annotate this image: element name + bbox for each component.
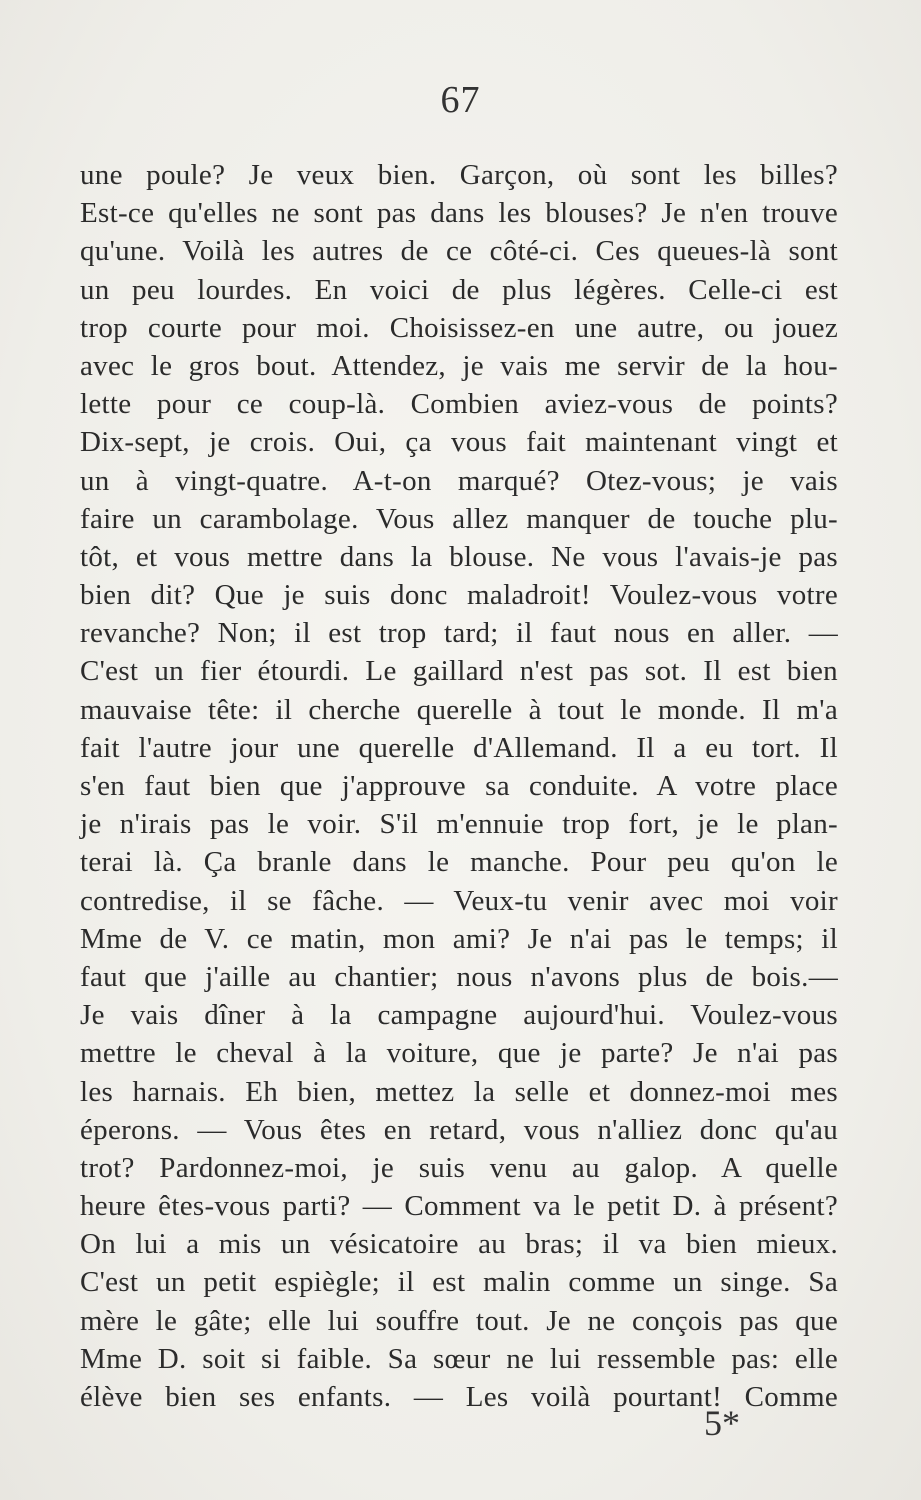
text-line: contredise, il se fâche. — Veux-tu venir avec moi voir (80, 884, 838, 917)
text-line: Mme de V. ce matin, mon ami? Je n'ai pas le temps; il (80, 922, 838, 955)
text-line: faut que j'aille au chantier; nous n'avons plus de bois.— (80, 960, 838, 993)
text-line: je n'irais pas le voir. S'il m'ennuie trop fort, je le plan- (80, 808, 838, 841)
text-line: mettre le cheval à la voiture, que je parte? Je n'ai pas (80, 1037, 838, 1070)
text-line: On lui a mis un vésicatoire au bras; il va bien mieux. (80, 1228, 838, 1261)
body-text (80, 156, 838, 1416)
text-line: Mme D. soit si faible. Sa sœur ne lui ressemble pas: elle (80, 1342, 838, 1375)
text-line: Dix-sept, je crois. Oui, ça vous fait maintenant vingt et (80, 426, 838, 459)
text-line: fait l'autre jour une querelle d'Allemand. Il a eu tort. Il (80, 731, 838, 764)
text-line: qu'une. Voilà les autres de ce côté-ci. Ces queues-là sont (80, 235, 838, 268)
text-line: trop courte pour moi. Choisissez-en une autre, ou jouez (80, 311, 838, 344)
text-line: revanche? Non; il est trop tard; il faut nous en aller. — (80, 617, 838, 650)
text-line: heure êtes-vous parti? — Comment va le petit D. à présent? (80, 1190, 838, 1223)
text-line: avec le gros bout. Attendez, je vais me servir de la hou- (80, 349, 838, 382)
text-line: mauvaise tête: il cherche querelle à tout le monde. Il m'a (80, 693, 838, 726)
text-line: éperons. — Vous êtes en retard, vous n'alliez donc qu'au (80, 1113, 838, 1146)
text-line: bien dit? Que je suis donc maladroit! Voulez-vous votre (80, 579, 838, 612)
signature-mark: 5* (704, 1403, 740, 1443)
text-line: lette pour ce coup-là. Combien aviez-vous de points? (80, 388, 838, 421)
text-line: tôt, et vous mettre dans la blouse. Ne vous l'avais-je pas (80, 540, 838, 573)
text-line: trot? Pardonnez-moi, je suis venu au galop. A quelle (80, 1151, 838, 1184)
text-line: faire un carambolage. Vous allez manquer de touche plu- (80, 502, 838, 535)
text-line: Je vais dîner à la campagne aujourd'hui. Voulez-vous (80, 999, 838, 1032)
text-line: terai là. Ça branle dans le manche. Pour peu qu'on le (80, 846, 838, 879)
text-line: élève bien ses enfants. — Les voilà pourtant! Comme (80, 1381, 838, 1413)
text-line: C'est un petit espiègle; il est malin comme un singe. Sa (80, 1266, 838, 1299)
text-line: les harnais. Eh bien, mettez la selle et donnez-moi mes (80, 1075, 838, 1108)
text-line: une poule? Je veux bien. Garçon, où sont les billes? (80, 159, 838, 191)
text-line: un à vingt-quatre. A-t-on marqué? Otez-vous; je vais (80, 464, 838, 497)
text-line: mère le gâte; elle lui souffre tout. Je ne conçois pas que (80, 1304, 838, 1337)
text-line: un peu lourdes. En voici de plus légères. Celle-ci est (80, 273, 838, 306)
text-line: s'en faut bien que j'approuve sa conduite. A votre place (80, 770, 838, 802)
text-line: Est-ce qu'elles ne sont pas dans les blouses? Je n'en trouve (80, 197, 838, 230)
text-line: C'est un fier étourdi. Le gaillard n'est pas sot. Il est bien (80, 655, 838, 688)
page-number: 67 (440, 79, 481, 121)
